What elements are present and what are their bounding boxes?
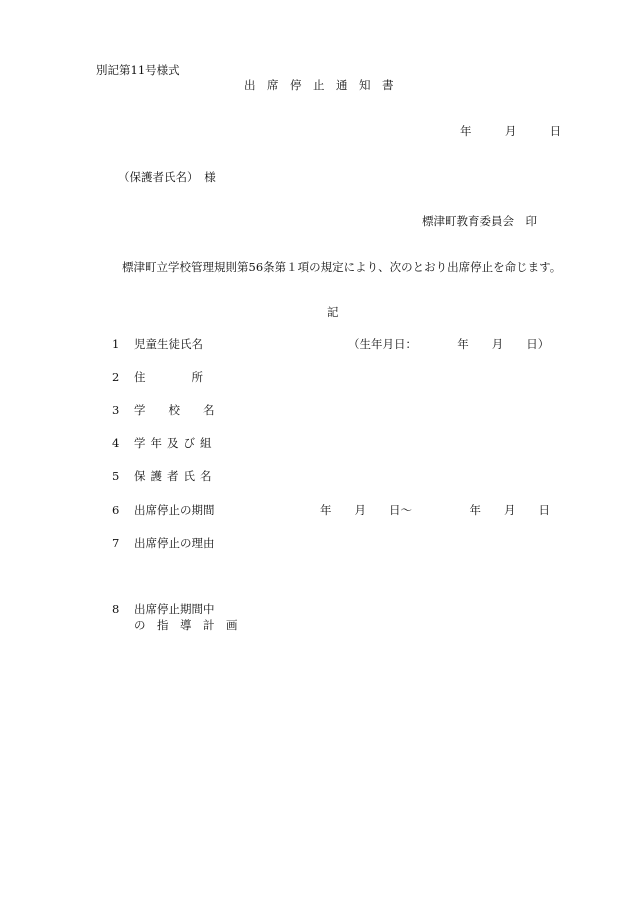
item-number: 1 (112, 337, 120, 351)
date-day: 日 (549, 124, 562, 138)
item-number: 7 (112, 536, 120, 550)
item-label: 学年及び組 (134, 436, 217, 450)
ki-heading: 記 (327, 305, 339, 319)
item-label-line2: の 指 導 計 画 (134, 618, 238, 632)
item-number: 4 (112, 436, 120, 450)
item-number: 6 (112, 503, 120, 517)
item-label: 出席停止期間中 (134, 602, 215, 616)
item-number: 8 (112, 602, 120, 616)
issue-date (460, 126, 561, 138)
document-title (244, 80, 394, 92)
item-number: 3 (112, 403, 120, 417)
item-label: 児童生徒氏名 (134, 337, 203, 351)
item-label: 出席停止の理由 (134, 536, 215, 550)
date-year: 年 (460, 124, 472, 138)
item-number: 2 (112, 370, 120, 384)
title-text: 出 席 停 止 通 知 書 (244, 78, 394, 92)
guardian-name-line: （保護者氏名） 様 (118, 170, 216, 184)
item-number: 5 (112, 469, 120, 483)
body-text: 標津町立学校管理規則第56条第１項の規定により、次のとおり出席停止を命じます。 (122, 260, 562, 274)
birthdate-value: （生年月日： 年 月 日） (348, 337, 550, 351)
item-label: 出席停止の期間 (134, 503, 215, 517)
issuer-line: 標津町教育委員会 印 (422, 214, 537, 228)
date-month: 月 (504, 124, 517, 138)
form-number: 別記第11号様式 (96, 63, 180, 77)
item-label: 住 所 (134, 370, 203, 384)
period-value: 年 月 日〜 年 月 日 (320, 503, 550, 517)
item-label: 保護者氏名 (134, 469, 217, 483)
item-label: 学 校 名 (134, 403, 215, 417)
